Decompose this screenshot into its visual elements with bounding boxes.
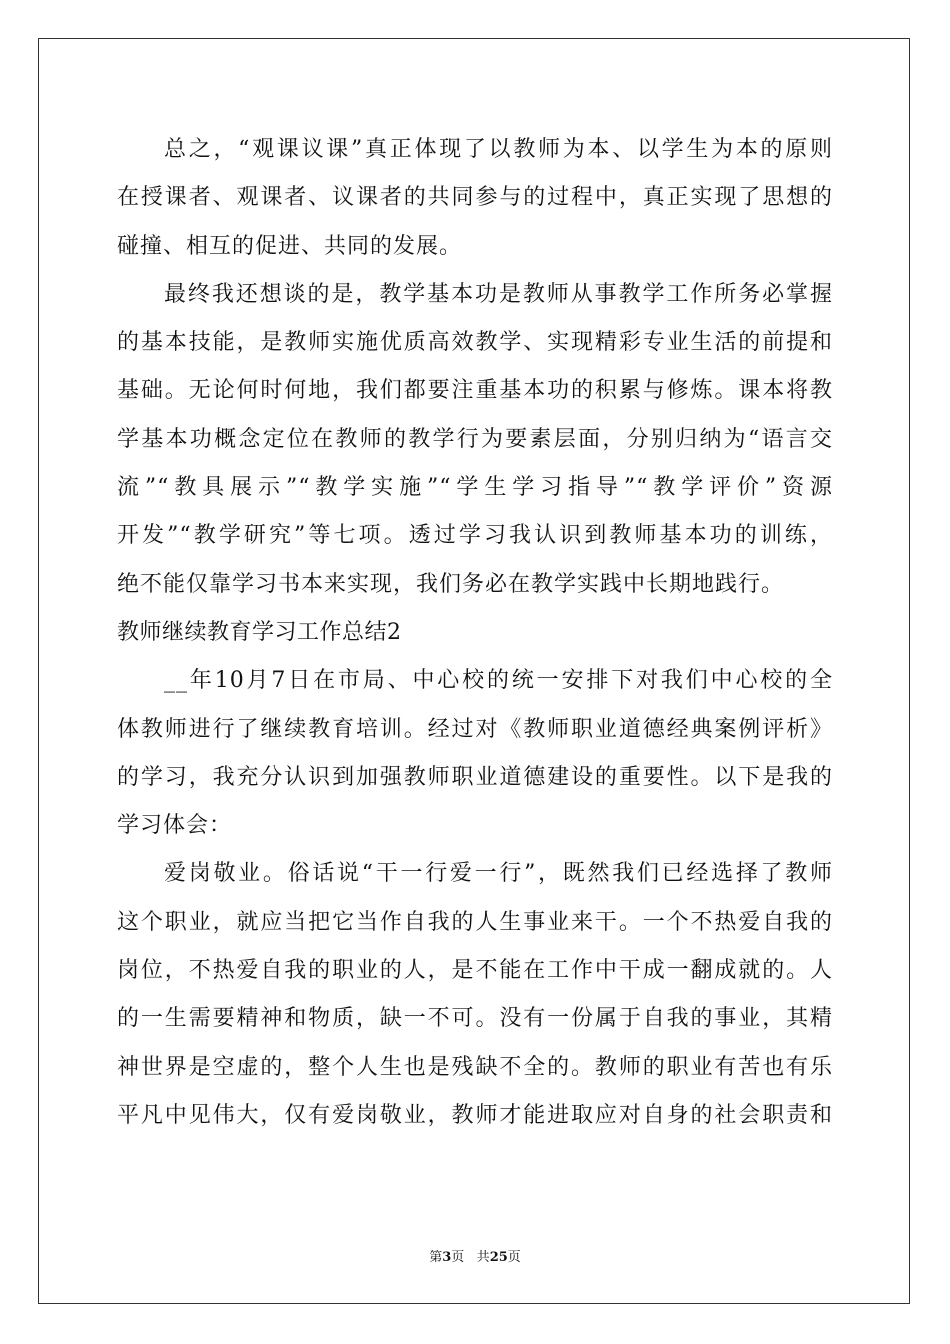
text-line: 碰撞、相互的促进、共同的发展。 bbox=[117, 233, 463, 259]
text-line: 基础。无论何时何地，我们都要注重基本功的积累与修炼。课本将教 bbox=[117, 378, 833, 404]
text-line: 绝不能仅靠学习书本来实现，我们务必在教学实践中长期地践行。 bbox=[117, 571, 785, 597]
text-line: 最终我还想谈的是，教学基本功是教师从事教学工作所务必掌握 bbox=[164, 281, 833, 307]
text-line: 在授课者、观课者、议课者的共同参与的过程中，真正实现了思想的 bbox=[117, 185, 833, 211]
total-pages-number: 25 bbox=[489, 1250, 508, 1265]
text-line: 的基本技能，是教师实施优质高效教学、实现精彩专业生活的前提和 bbox=[117, 330, 833, 356]
text-line: 的一生需要精神和物质，缺一不可。没有一份属于自我的事业，其精 bbox=[117, 1006, 833, 1032]
footer-page-unit: 页 bbox=[451, 1250, 465, 1265]
page-footer bbox=[0, 1246, 950, 1265]
text-line: 这个职业，就应当把它当作自我的人生事业来干。一个不热爱自我的 bbox=[117, 909, 833, 935]
text-line: 岗位，不热爱自我的职业的人，是不能在工作中干成一翻成就的。人 bbox=[117, 958, 833, 984]
text-line: 体教师进行了继续教育培训。经过对《教师职业道德经典案例评析》 bbox=[117, 716, 833, 742]
text-line: 的学习，我充分认识到加强教师职业道德建设的重要性。以下是我的 bbox=[117, 764, 833, 790]
current-page-number: 3 bbox=[442, 1250, 452, 1265]
text-line: 学习体会： bbox=[117, 813, 233, 839]
footer-total-unit: 页 bbox=[507, 1250, 521, 1265]
text-line: 开发”“教学研究”等七项。透过学习我认识到教师基本功的训练， bbox=[117, 523, 833, 549]
footer-total-prefix: 共 bbox=[476, 1250, 490, 1265]
section-heading: 教师继续教育学习工作总结2 bbox=[117, 619, 402, 645]
document-body bbox=[117, 126, 833, 1140]
text-line: 爱岗敬业。俗话说“干一行爱一行”，既然我们已经选择了教师 bbox=[164, 861, 833, 887]
text-line: 神世界是空虚的，整个人生也是残缺不全的。教师的职业有苦也有乐 bbox=[117, 1054, 833, 1080]
text-line: 流”“教具展示”“教学实施”“学生学习指导”“教学评价”资源 bbox=[117, 475, 833, 501]
text-line: 总之，“观课议课”真正体现了以教师为本、以学生为本的原则 bbox=[164, 137, 833, 162]
footer-prefix: 第 bbox=[429, 1250, 443, 1265]
text-line: __年10月7日在市局、中心校的统一安排下对我们中心校的全 bbox=[164, 668, 833, 694]
text-line: 平凡中见伟大，仅有爱岗敬业，教师才能进取应对自身的社会职责和 bbox=[117, 1102, 833, 1128]
text-line: 学基本功概念定位在教师的教学行为要素层面，分别归纳为“语言交 bbox=[117, 426, 833, 452]
